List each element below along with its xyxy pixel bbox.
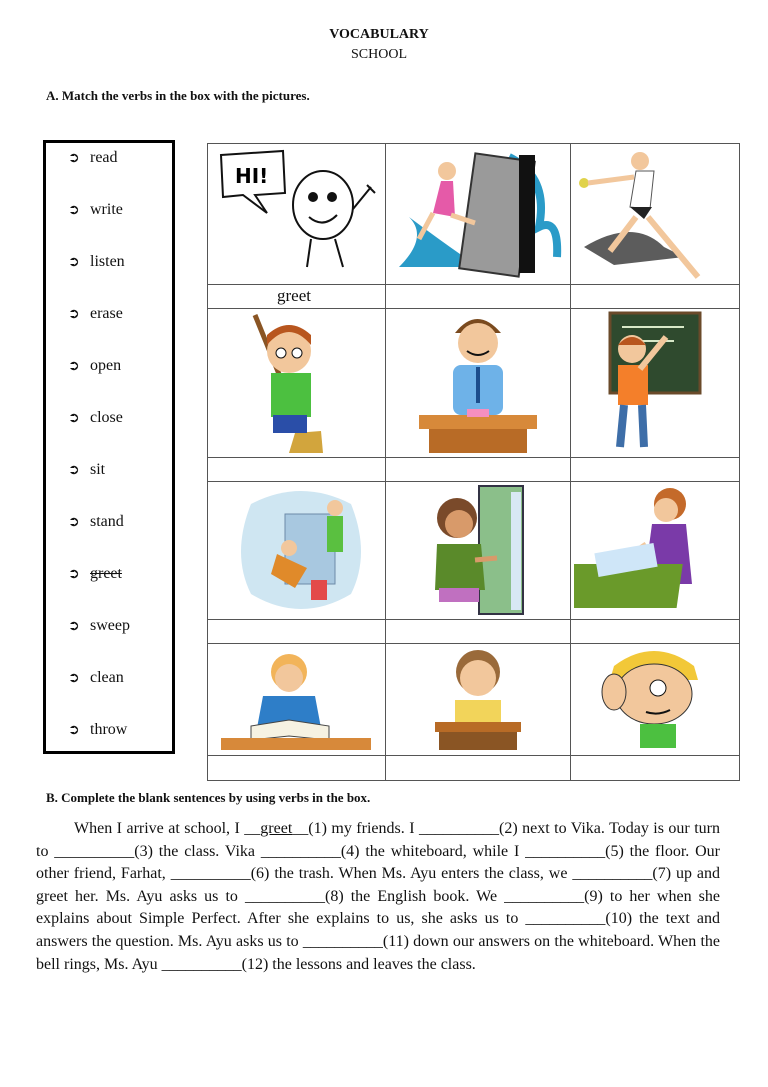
verb-item: ➲ stand <box>68 513 124 530</box>
arrow-icon: ➲ <box>68 202 80 218</box>
verb-item: ➲ throw <box>68 721 128 738</box>
picture-close <box>389 147 567 281</box>
fill-in-paragraph: When I arrive at school, I __greet__(1) my friends. I __________(2) next to Vika. Today is our turn to __________(3) the class. Vika __________(4) the whiteboard, while I __________(5) the floor. Our other friend, Farhat, __________(6) the trash. When Ms. Ayu enters the class, we __________(7) up and greet her. Ms. Ayu asks us to __________(8) the English book. We __________(9) to her when she explains about Simple Perfect. After she explains to us, she asks us to __________(10) the text and answers the question. Ms. Ayu asks us to __________(11) down our answers on the whiteboard. When the bell rings, Ms. Ayu __________(12) the lessons and leaves the class. <box>36 820 720 973</box>
verb-item: ➲ clean <box>68 669 124 686</box>
picture-greet <box>211 147 381 281</box>
example-answer: greet <box>277 286 311 305</box>
arrow-icon: ➲ <box>68 566 80 582</box>
verb-item: ➲ open <box>68 357 122 374</box>
picture-throw <box>574 147 736 281</box>
verb-item: ➲ erase <box>68 305 123 322</box>
verb-item: ➲ sweep <box>68 617 130 634</box>
verb-item: ➲ read <box>68 149 118 166</box>
verb-item: ➲ listen <box>68 253 125 270</box>
arrow-icon: ➲ <box>68 462 80 478</box>
worksheet-title: VOCABULARY <box>329 27 429 42</box>
picture-stand <box>389 311 567 454</box>
arrow-icon: ➲ <box>68 358 80 374</box>
picture-grid <box>207 143 740 781</box>
picture-read <box>211 646 381 753</box>
worksheet-subtitle: SCHOOL <box>350 47 407 62</box>
arrow-icon: ➲ <box>68 514 80 530</box>
verb-item: ➲ close <box>68 409 123 426</box>
arrow-icon: ➲ <box>68 618 80 634</box>
picture-clean <box>211 484 381 617</box>
verb-item: ➲ sit <box>68 461 106 478</box>
verb-item-used: ➲ greet <box>68 565 122 582</box>
picture-erase <box>574 311 736 454</box>
section-a-heading: A. Match the verbs in the box with the pictures. <box>46 88 310 103</box>
arrow-icon: ➲ <box>68 722 80 738</box>
picture-sit <box>389 646 567 753</box>
picture-write <box>574 484 736 617</box>
picture-open <box>389 484 567 617</box>
arrow-icon: ➲ <box>68 150 80 166</box>
arrow-icon: ➲ <box>68 670 80 686</box>
arrow-icon: ➲ <box>68 306 80 322</box>
verb-box <box>43 140 175 754</box>
speech-bubble-text: HI! <box>235 164 269 188</box>
filled-answer: greet <box>260 820 293 837</box>
arrow-icon: ➲ <box>68 254 80 270</box>
picture-sweep <box>211 311 381 454</box>
verb-item: ➲ write <box>68 201 123 218</box>
arrow-icon: ➲ <box>68 410 80 426</box>
picture-listen <box>574 646 736 753</box>
section-b-heading: B. Complete the blank sentences by using verbs in the box. <box>46 790 371 805</box>
